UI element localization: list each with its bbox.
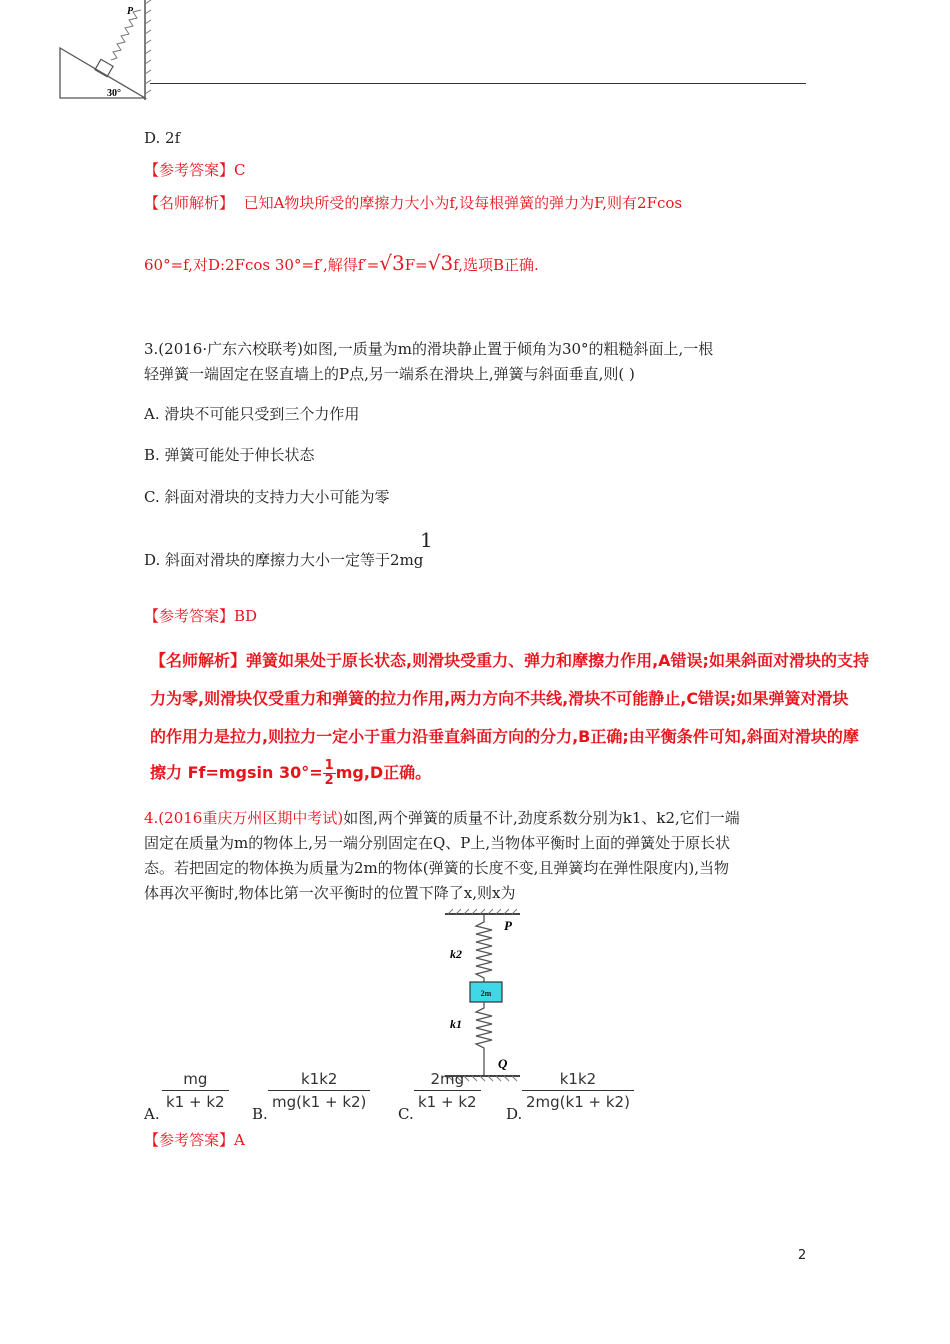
q2-analysis-text1: 已知A物块所受的摩擦力大小为f,设每根弹簧的弹力为F,则有2Fcos (243, 194, 683, 212)
half-fraction: $\frac{1}{2}$ (324, 758, 334, 788)
sqrt3-symbol-2: √3 (427, 251, 454, 275)
divider-line (150, 83, 806, 84)
q3-line1: 3.(2016·广东六校联考)如图,一质量为m的滑块静止置于倾角为30°的粗糙斜面上,一根 (144, 340, 714, 358)
mass-label: 2m (480, 989, 492, 998)
q2-analysis-line1 (144, 193, 682, 213)
q4-option-b-num: k1k2 (268, 1068, 370, 1091)
q4-option-d-label: D. (506, 1105, 523, 1123)
sqrt3-symbol-1: √3 (379, 251, 405, 275)
angle-label: 30° (107, 88, 121, 99)
q4-option-c-num: 2mg (414, 1068, 481, 1091)
q4-option-d-fraction (522, 1068, 634, 1113)
q4-option-a-den: k1 + k2 (166, 1093, 225, 1111)
k1-label: k1 (450, 1017, 462, 1031)
q4-line3: 态。若把固定的物体换为质量为2m的物体(弹簧的长度不变,且弹簧均在弹性限度内),当物 (144, 859, 730, 877)
q3-option-c: C. 斜面对滑块的支持力大小可能为零 (144, 488, 390, 506)
page-number: 2 (798, 1248, 807, 1263)
q2-analysis-text2a: 60°=f,对D:2Fcos 30°=f′,解得f′= (144, 256, 380, 274)
q3-analysis4-suffix: mg,D正确。 (335, 763, 432, 782)
q4-option-b-den: mg(k1 + k2) (272, 1093, 367, 1111)
q3-option-b: B. 弹簧可能处于伸长状态 (144, 446, 315, 464)
q3-answer: 【参考答案】BD (144, 607, 258, 625)
q4-line1-text: 如图,两个弹簧的质量不计,劲度系数分别为k1、k2,它们一端 (343, 809, 740, 827)
q3-option-d-suffix: 2mg (390, 551, 424, 569)
q4-option-c-label: C. (398, 1105, 414, 1123)
q4-option-d-num: k1k2 (522, 1068, 634, 1091)
q2-answer: 【参考答案】C (144, 161, 246, 179)
q3-option-d-text: D. 斜面对滑块的摩擦力大小一定等于 (144, 551, 391, 569)
double-spring-figure (440, 908, 530, 1088)
q4-line2: 固定在质量为m的物体上,另一端分别固定在Q、P上,当物体平衡时上面的弹簧处于原长状 (144, 834, 731, 852)
q3-analysis-line2: 力为零,则滑块仅受重力和弹簧的拉力作用,两力方向不共线,滑块不可能静止,C错误;如果弹簧对滑块 (150, 689, 849, 708)
q4-option-b-fraction (268, 1068, 370, 1113)
q4-option-d-den: 2mg(k1 + k2) (526, 1093, 630, 1111)
q4-line4: 体再次平衡时,物体比第一次平衡时的位置下降了x,则x为 (144, 884, 516, 902)
q4-answer: 【参考答案】A (144, 1131, 245, 1149)
q2-analysis-label: 【名师解析】 (144, 194, 235, 212)
q4-option-b-label: B. (252, 1105, 268, 1123)
q3-option-a: A. 滑块不可能只受到三个力作用 (144, 405, 360, 423)
q3-analysis-line1: 【名师解析】弹簧如果处于原长状态,则滑块受重力、弹力和摩擦力作用,A错误;如果斜面对滑块的支持 (150, 651, 869, 670)
q3-analysis-line4 (150, 759, 431, 788)
q4-option-a-num: mg (162, 1068, 229, 1091)
incline-spring-figure (55, 0, 155, 104)
q4-option-a-fraction (162, 1068, 229, 1113)
q2-option-d: D. 2f (144, 129, 181, 147)
q4-option-c-fraction (414, 1068, 481, 1113)
k2-label: k2 (450, 947, 462, 961)
q3-option-d (144, 550, 423, 570)
q4-line1 (144, 808, 740, 828)
q3-analysis-line3: 的作用力是拉力,则拉力一定小于重力沿垂直斜面方向的分力,B正确;由平衡条件可知,斜面对滑块的摩 (150, 727, 859, 746)
q4-option-c-den: k1 + k2 (418, 1093, 477, 1111)
q3-option-d-fraction-numerator: 1 (420, 528, 433, 552)
q2-analysis-text2c: f,选项B正确. (453, 256, 539, 274)
q4-source: 4.(2016重庆万州区期中考试) (144, 809, 344, 827)
q3-analysis4-text: 擦力 Ff=mgsin 30°= (150, 763, 323, 782)
point-p-label: P (127, 6, 134, 17)
q4-option-a-label: A. (144, 1105, 160, 1123)
point-q-label: Q (498, 1056, 508, 1071)
q2-analysis-text2b: F= (404, 256, 428, 274)
point-p-label: P (504, 918, 512, 933)
q2-analysis-line2 (144, 253, 539, 275)
q3-line2: 轻弹簧一端固定在竖直墙上的P点,另一端系在滑块上,弹簧与斜面垂直,则( ) (144, 365, 635, 383)
